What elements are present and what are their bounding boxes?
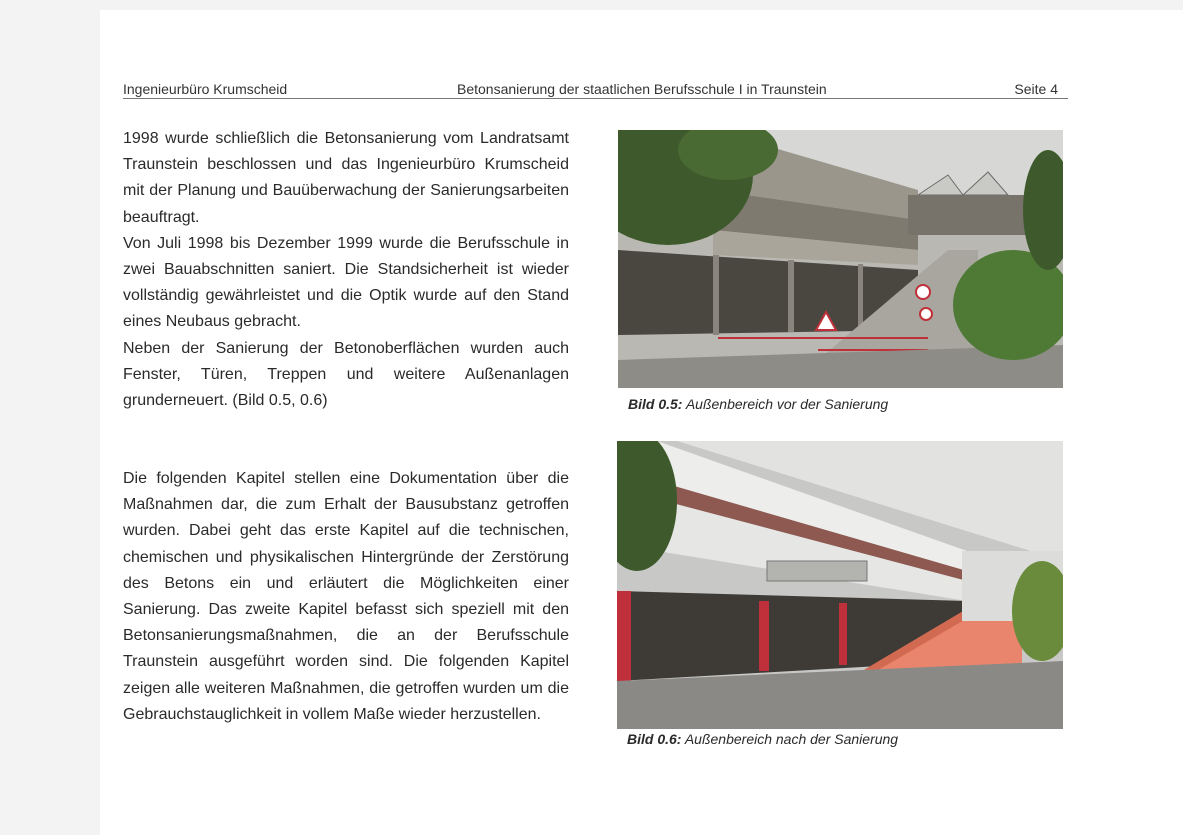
figure-caption-0-5 — [628, 396, 888, 412]
paragraph-1: 1998 wurde schließlich die Betonsanierung vom Landratsamt Traunstein beschlossen und das Ingenieurbüro Krumscheid mit der Planung und Bauüberwachung der Sanierungsarbeiten beauftragt. — [123, 130, 569, 226]
figure-caption-0-6 — [627, 731, 898, 747]
page-header — [123, 80, 1068, 99]
figure-text-0-6: Außenbereich nach der Sanierung — [684, 731, 899, 747]
photo-after-renovation — [617, 441, 1063, 729]
figure-text-0-5: Außenbereich vor der Sanierung — [685, 396, 889, 412]
photo-before-renovation — [618, 130, 1063, 388]
header-page-number: Seite 4 — [1014, 81, 1058, 97]
text-block-1 — [123, 126, 569, 414]
figure-label-0-6: Bild 0.6: — [627, 731, 682, 747]
paragraph-4: Die folgenden Kapitel stellen eine Dokumentation über die Maßnahmen dar, die zum Erhalt der Bausubstanz getroffen wurden. Dabei geht das erste Kapitel auf die technischen, chemischen und physikalischen Hintergründe der Zerstörung des Betons ein und erläutert die Möglichkeiten einer Sanierung. Das zweite Kapitel befasst sich speziell mit den Betonsanierungsmaßnahmen, die an der Berufsschule Traunstein ausgeführt worden sind. Die folgenden Kapitel zeigen alle weiteren Maßnahmen, die getroffen wurden um die Gebrauchstauglichkeit in vollem Maße wieder herzustellen. — [123, 470, 569, 723]
paragraph-2: Von Juli 1998 bis Dezember 1999 wurde die Berufsschule in zwei Bauabschnitten saniert. Die Standsicherheit ist wieder vollständig gewährleistet und die Optik wurde auf den Stand eines Neubaus gebracht. — [123, 234, 569, 331]
figure-label-0-5: Bild 0.5: — [628, 396, 683, 412]
header-title: Betonsanierung der staatlichen Berufsschule I in Traunstein — [457, 81, 827, 97]
header-author: Ingenieurbüro Krumscheid — [123, 81, 288, 97]
paragraph-3: Neben der Sanierung der Betonoberflächen wurden auch Fenster, Türen, Treppen und weitere Außenanlagen grunderneuert. (Bild 0.5, 0.6) — [123, 339, 569, 410]
